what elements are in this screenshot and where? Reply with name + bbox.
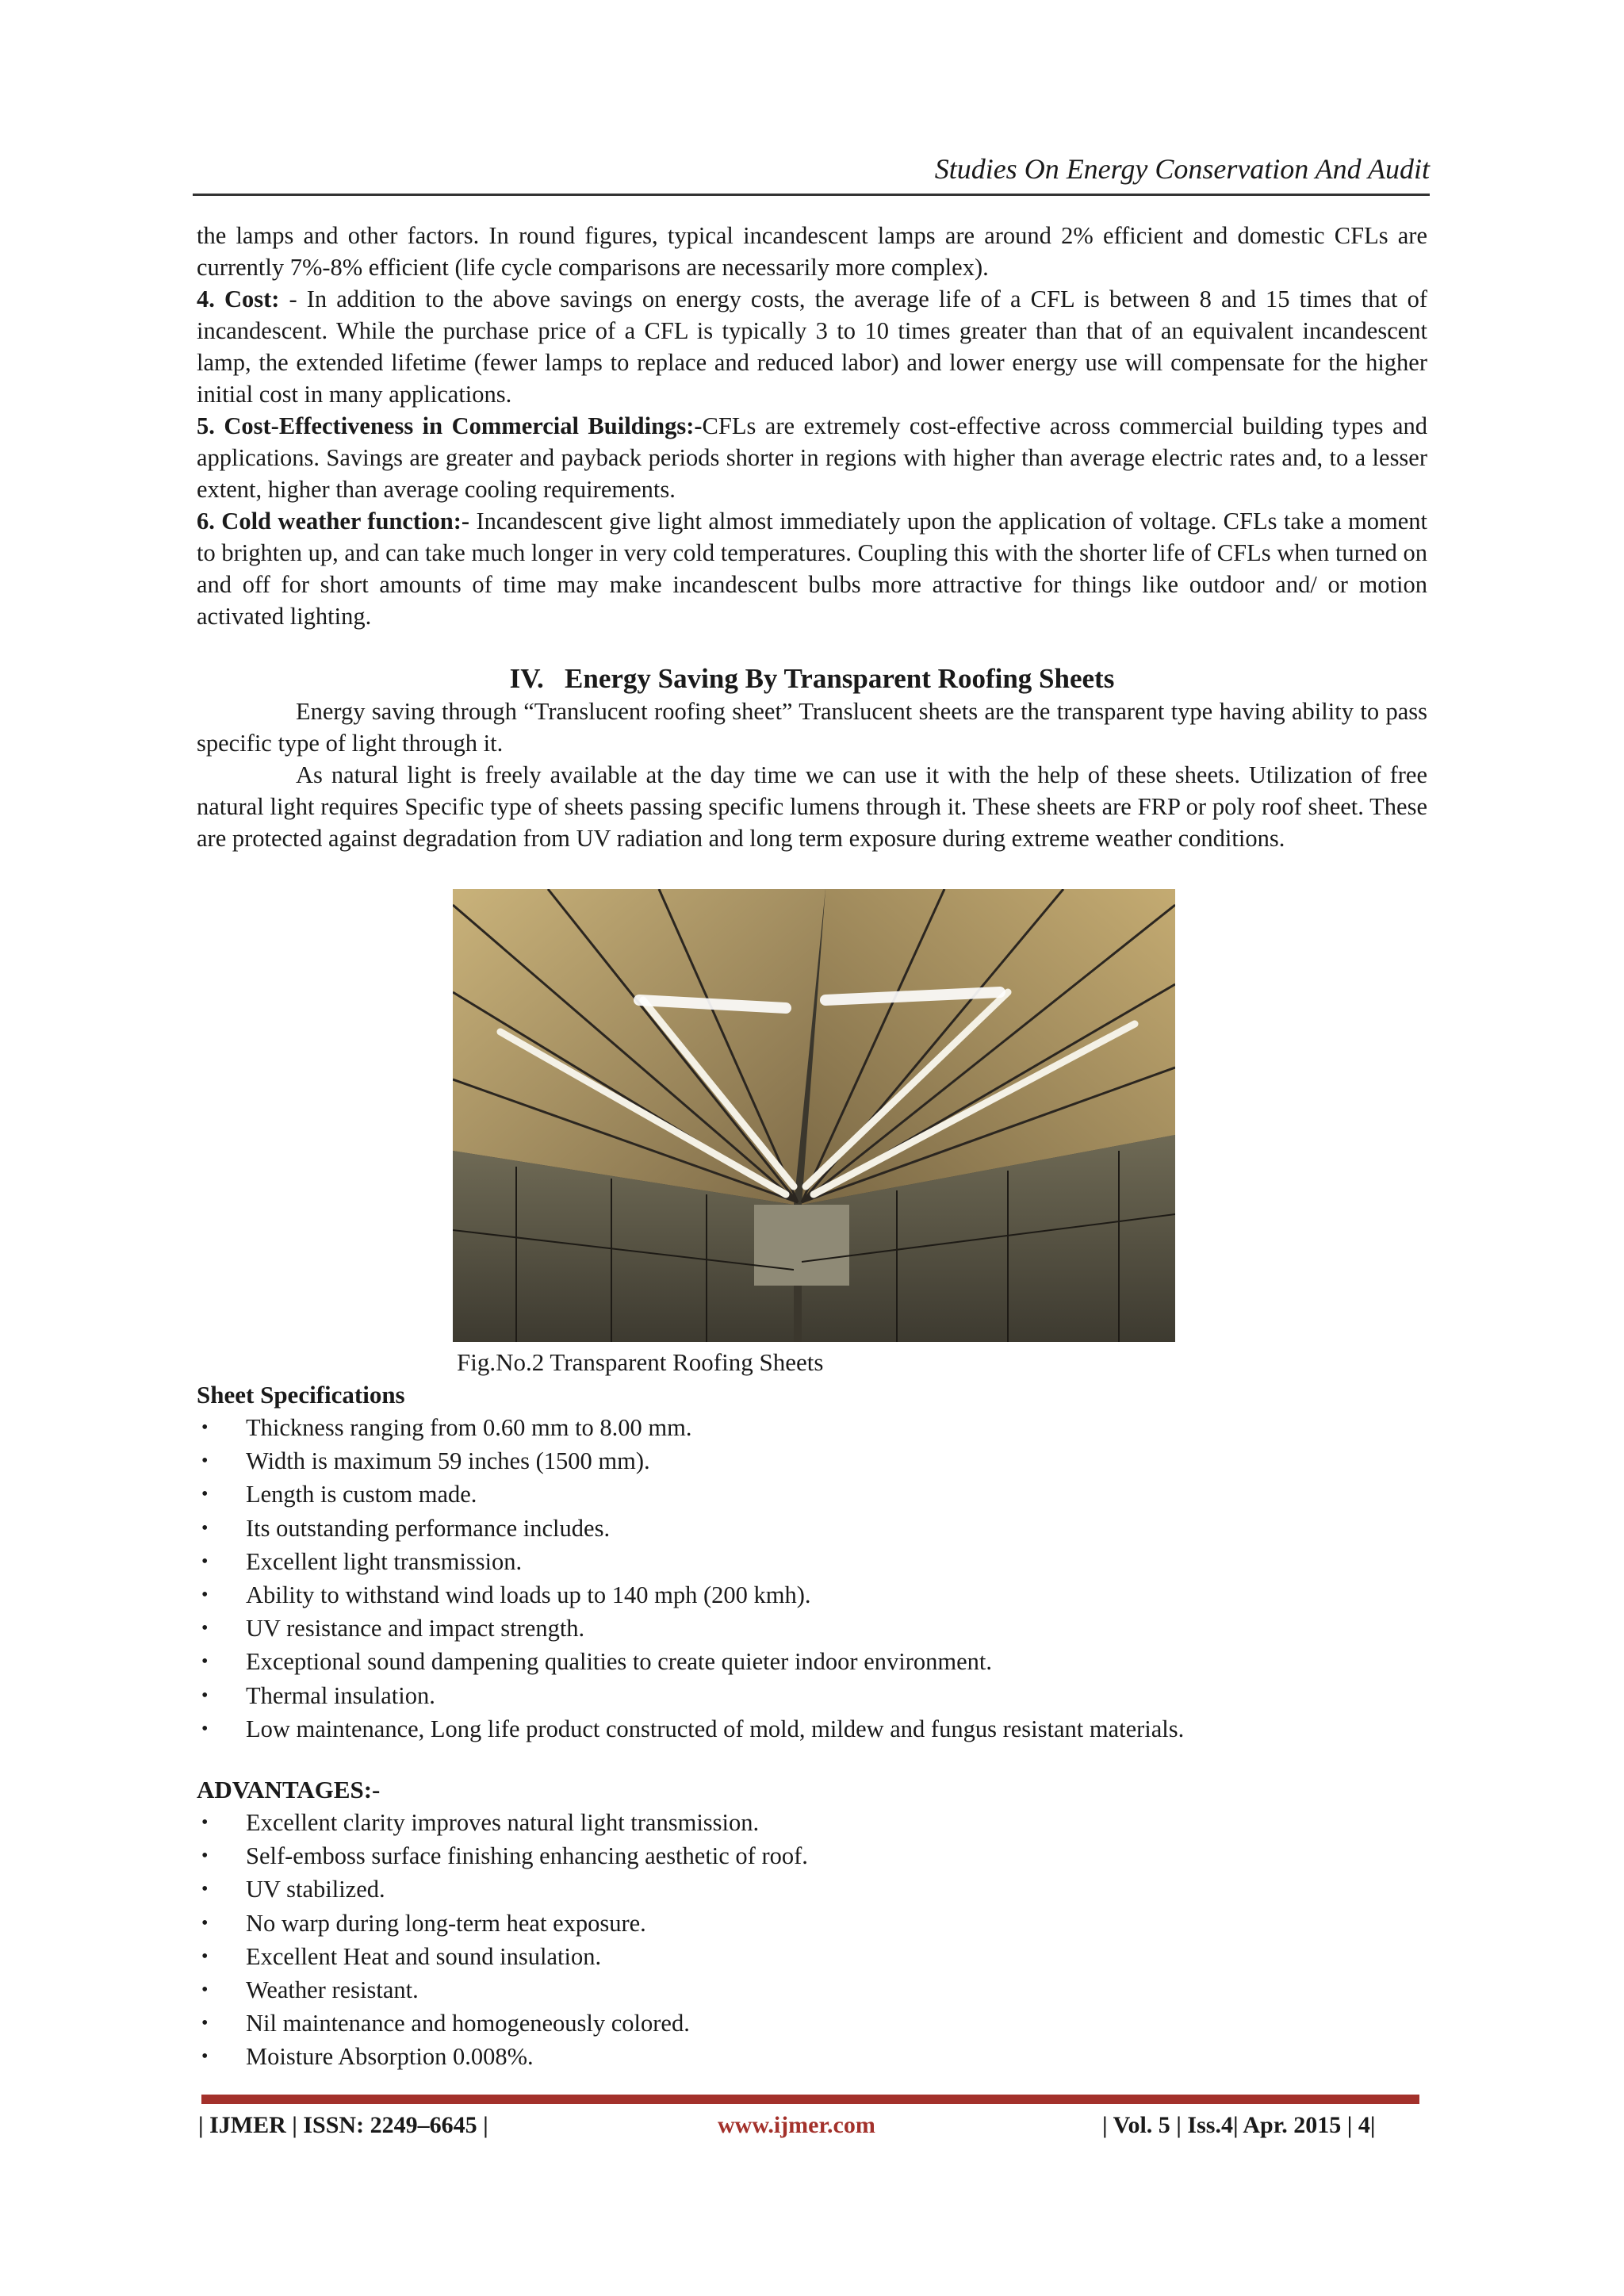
bullet-icon: • xyxy=(201,1979,209,2000)
cold-weather-paragraph xyxy=(197,505,1427,632)
warehouse-roof-illustration xyxy=(453,889,1175,1342)
bullet-icon: • xyxy=(201,1550,209,1572)
cost-text: - In addition to the above savings on energy costs, the average life of a CFL is between 8 and 15 times that of incandescent. While the purchase price of a CFL is typically 3 to 10 times greater than that of an equivalent incandescent lamp, the extended lifetime (fewer lamps to replace and reduced labor) and lower energy use will compensate for the higher initial cost in many applications. xyxy=(197,286,1428,408)
bullet-icon: • xyxy=(201,2046,209,2068)
list-item: • Thickness ranging from 0.60 mm to 8.00 mm. xyxy=(197,1411,1427,1444)
bullet-icon: • xyxy=(201,2013,209,2034)
running-header xyxy=(193,152,1430,196)
footer-divider xyxy=(201,2095,1419,2104)
list-item: • Low maintenance, Long life product constructed of mold, mildew and fungus resistant materials. xyxy=(197,1712,1427,1746)
cost-paragraph xyxy=(197,283,1427,410)
bullet-icon: • xyxy=(201,1417,209,1438)
section-paragraph-1: Energy saving through “Translucent roofing sheet” Translucent sheets are the transparent type having ability to pass specific type of light through it. xyxy=(197,698,1427,757)
list-item: • Excellent light transmission. xyxy=(197,1545,1427,1578)
header-title: Studies On Energy Conservation And Audit xyxy=(934,153,1430,185)
bullet-icon: • xyxy=(201,1685,209,1706)
advantages-list xyxy=(197,1806,1427,2074)
cold-weather-text: Incandescent give light almost immediately upon the application of voltage. CFLs take a moment to brighten up, and can take much longer in very cold temperatures. Coupling this with the shorter life of CFLs when turned on and off for short amounts of time may make incandescent bulbs more attractive for things like outdoor and/ or motion activated lighting. xyxy=(197,508,1427,630)
bullet-icon: • xyxy=(201,1451,209,1472)
bullet-icon: • xyxy=(201,1651,209,1673)
bullet-icon: • xyxy=(201,1912,209,1934)
advantages-heading: ADVANTAGES:- xyxy=(197,1776,381,1803)
list-item: • Excellent Heat and sound insulation. xyxy=(197,1940,1427,1973)
intro-text xyxy=(197,220,1427,632)
bullet-icon: • xyxy=(201,1945,209,1967)
section-paragraph-2: As natural light is freely available at the day time we can use it with the help of these sheets. Utilization of free natural light requires Specific type of sheets passing specific lumens through it. These sheets are FRP or poly roof sheet. These are protected against degradation from UV radiation and long term exposure during extreme weather conditions. xyxy=(197,761,1427,852)
cost-label: 4. Cost: xyxy=(197,286,280,312)
cost-effectiveness-label: 5. Cost-Effectiveness in Commercial Buildings:- xyxy=(197,412,703,439)
footer-journal-info: | IJMER | ISSN: 2249–6645 | xyxy=(198,2112,488,2138)
bullet-icon: • xyxy=(201,1718,209,1739)
list-item: • Nil maintenance and homogeneously colored. xyxy=(197,2007,1427,2040)
intro-paragraph: the lamps and other factors. In round figures, typical incandescent lamps are around 2% efficient and domestic CFLs are currently 7%-8% efficient (life cycle comparisons are necessarily more complex). xyxy=(197,222,1427,281)
bullet-icon: • xyxy=(201,1879,209,1900)
bullet-icon: • xyxy=(201,1584,209,1605)
footer-website-link[interactable]: www.ijmer.com xyxy=(718,2112,875,2138)
bullet-icon: • xyxy=(201,1812,209,1833)
cost-effectiveness-text: CFLs are extremely cost-effective across commercial building types and applications. Savings are greater and payback periods shorter in regions with higher than average electric rates and, to a lesser extent, higher than average cooling requirements. xyxy=(197,412,1427,503)
list-item: • Width is maximum 59 inches (1500 mm). xyxy=(197,1444,1427,1478)
bullet-icon: • xyxy=(201,1484,209,1505)
section-text xyxy=(197,696,1427,854)
list-item: • Moisture Absorption 0.008%. xyxy=(197,2040,1427,2073)
list-item: • Length is custom made. xyxy=(197,1478,1427,1511)
specifications-list xyxy=(197,1411,1427,1746)
list-item: • UV resistance and impact strength. xyxy=(197,1612,1427,1645)
bullet-icon: • xyxy=(201,1517,209,1539)
list-item: • Ability to withstand wind loads up to 140 mph (200 kmh). xyxy=(197,1578,1427,1612)
list-item: • No warp during long-term heat exposure. xyxy=(197,1907,1427,1940)
footer-issue-info: | Vol. 5 | Iss.4| Apr. 2015 | 4| xyxy=(1102,2112,1376,2138)
cold-weather-label: 6. Cold weather function:- xyxy=(197,508,470,535)
list-item: • Excellent clarity improves natural light transmission. xyxy=(197,1806,1427,1839)
roofing-photo xyxy=(453,889,1175,1342)
specifications-heading: Sheet Specifications xyxy=(197,1381,405,1409)
list-item: • Exceptional sound dampening qualities to create quieter indoor environment. xyxy=(197,1645,1427,1678)
list-item: • Its outstanding performance includes. xyxy=(197,1512,1427,1545)
list-item: • UV stabilized. xyxy=(197,1872,1427,1906)
section-heading: IV. Energy Saving By Transparent Roofing Sheets xyxy=(509,663,1115,694)
list-item: • Self-emboss surface finishing enhancing aesthetic of roof. xyxy=(197,1839,1427,1872)
list-item: • Thermal insulation. xyxy=(197,1679,1427,1712)
bullet-icon: • xyxy=(201,1618,209,1639)
cost-effectiveness-paragraph xyxy=(197,410,1427,505)
figure-caption: Fig.No.2 Transparent Roofing Sheets xyxy=(457,1348,824,1376)
bullet-icon: • xyxy=(201,1846,209,1867)
list-item: • Weather resistant. xyxy=(197,1973,1427,2007)
